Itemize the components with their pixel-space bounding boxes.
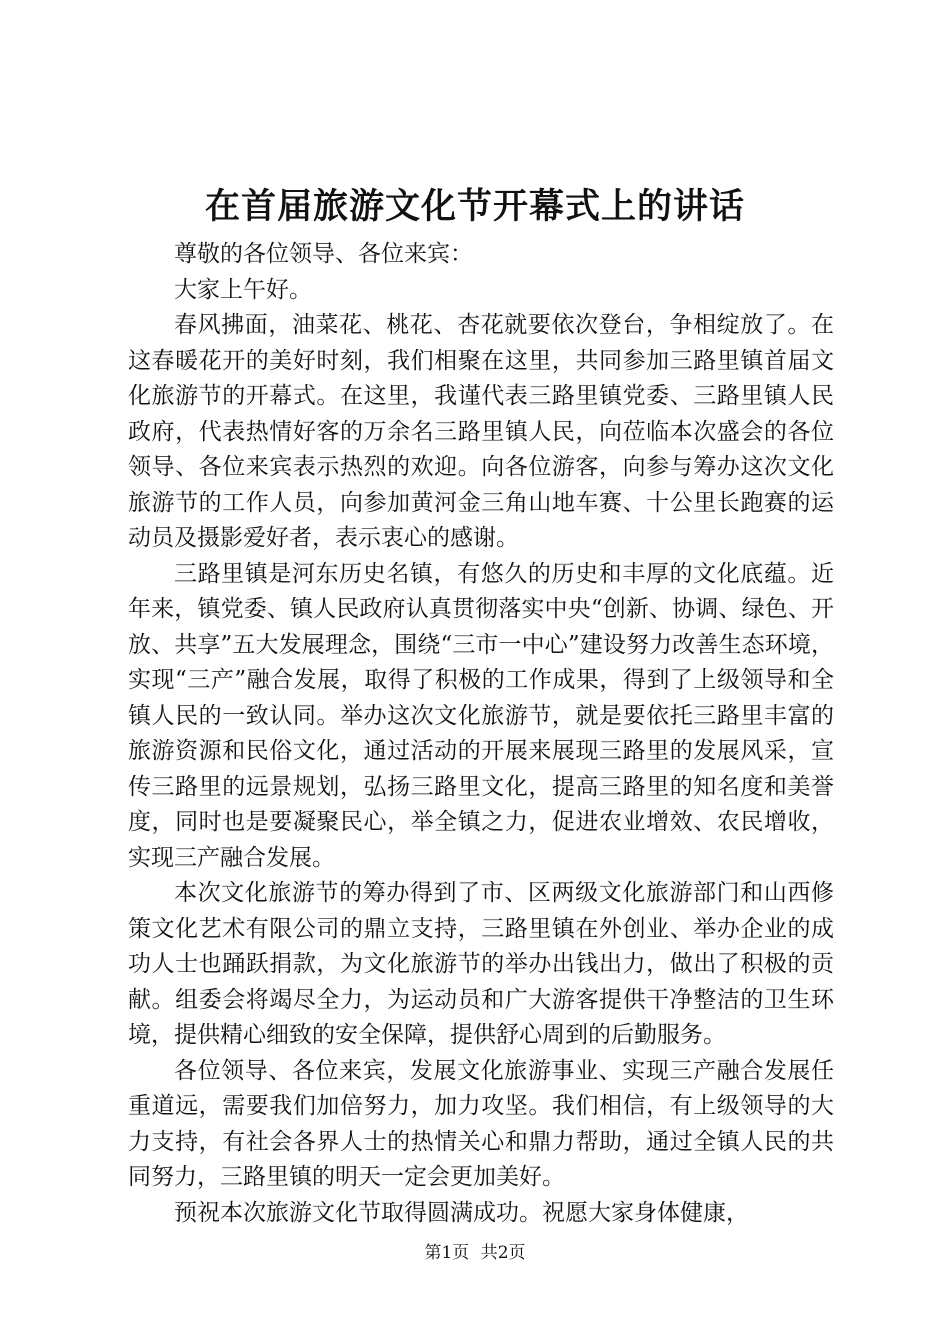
welcome-paragraph: 春风拂面，油菜花、桃花、杏花就要依次登台，争相绽放了。在这春暖花开的美好时刻，我们相聚在这里，共同参加三路里镇首届文化旅游节的开幕式。在这里，我谨代表三路里镇党委、三路里镇人民政府，代表热情好客的万余名三路里镇人民，向莅临本次盛会的各位领导、各位来宾表示热烈的欢迎。向各位游客，向参与筹办这次文化旅游节的工作人员，向参加黄河金三角山地车赛、十公里长跑赛的运动员及摄影爱好者，表示衷心的感谢。 xyxy=(128,312,834,551)
salutation-paragraph: 尊敬的各位领导、各位来宾： xyxy=(174,241,473,267)
document-title: 在首届旅游文化节开幕式上的讲话 xyxy=(204,186,745,227)
page-total: 共2页 xyxy=(480,1243,526,1263)
greeting-paragraph: 大家上午好。 xyxy=(174,276,312,303)
town-history-paragraph: 三路里镇是河东历史名镇，有悠久的历史和丰厚的文化底蕴。近年来，镇党委、镇人民政府认真贯彻落实中央“创新、协调、绿色、开放、共享”五大发展理念，围绕“三市一中心”建设努力改善生态环境，实现“三产”融合发展，取得了积极的工作成果，得到了上级领导和全镇人民的一致认同。举办这次文化旅游节，就是要依托三路里丰富的旅游资源和民俗文化，通过活动的开展来展现三路里的发展风采，宣传三路里的远景规划，弘扬三路里文化，提高三路里的知名度和美誉度，同时也是要凝聚民心，举全镇之力，促进农业增效、农民增收，实现三产融合发展。 xyxy=(128,560,834,871)
closing-paragraph: 预祝本次旅游文化节取得圆满成功。祝愿大家身体健康， xyxy=(174,1199,749,1226)
document-body xyxy=(128,237,834,1231)
outlook-paragraph: 各位领导、各位来宾，发展文化旅游事业、实现三产融合发展任重道远，需要我们加倍努力，加力攻坚。我们相信，有上级领导的大力支持，有社会各界人士的热情关心和鼎力帮助，通过全镇人民的共同努力，三路里镇的明天一定会更加美好。 xyxy=(128,1057,834,1190)
page-number: 第1页 xyxy=(424,1243,470,1263)
page-footer xyxy=(0,1241,950,1265)
support-paragraph: 本次文化旅游节的筹办得到了市、区两级文化旅游部门和山西修策文化艺术有限公司的鼎立支持，三路里镇在外创业、举办企业的成功人士也踊跃捐款，为文化旅游节的举办出钱出力，做出了积极的贡献。组委会将竭尽全力，为运动员和广大游客提供干净整洁的卫生环境，提供精心细致的安全保障，提供舒心周到的后勤服务。 xyxy=(128,880,834,1048)
